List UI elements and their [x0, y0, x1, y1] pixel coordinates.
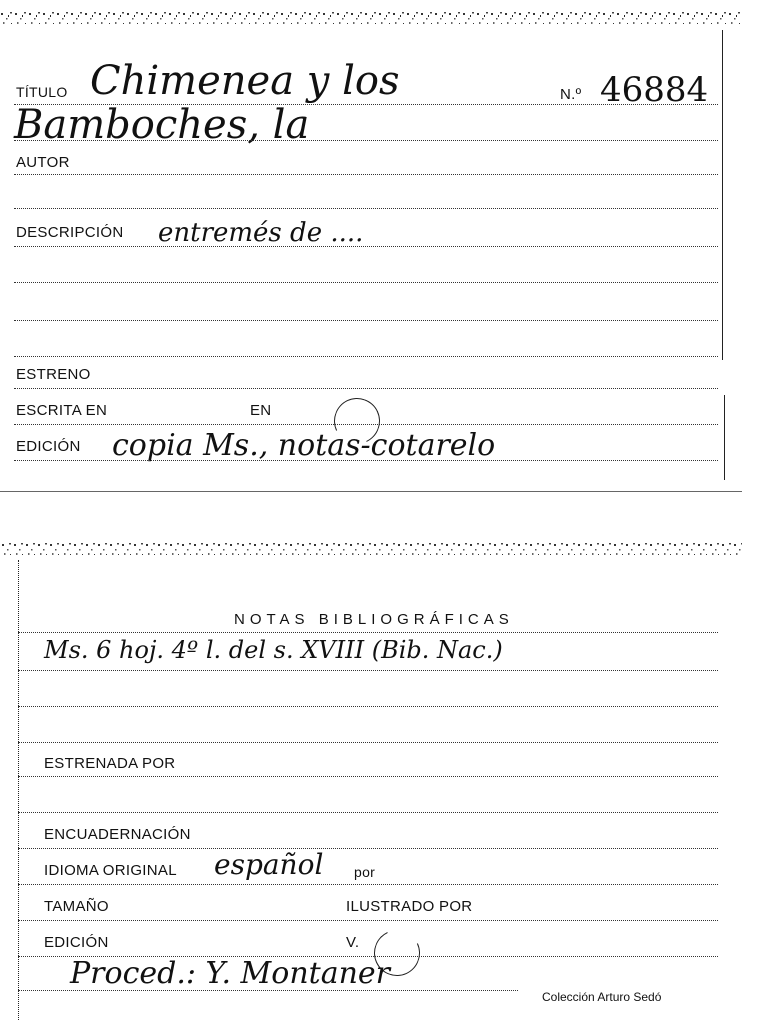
card-right-edge — [722, 30, 723, 360]
idioma-original-label: IDIOMA ORIGINAL — [44, 862, 177, 879]
notas-bibliograficas-heading: NOTAS BIBLIOGRÁFICAS — [234, 611, 514, 628]
card-top-edge-noise — [0, 540, 742, 558]
titulo-handwritten-line2: Bamboches, la — [14, 102, 310, 148]
escrita-en-label: ESCRITA EN — [16, 402, 108, 419]
descripcion-handwritten-value: entremés de .... — [158, 218, 364, 248]
idioma-line — [18, 884, 718, 885]
titulo-line-2 — [14, 140, 718, 141]
v-label: V. — [346, 934, 360, 951]
numero-handwritten-value: 46884 — [600, 70, 709, 110]
descripcion-line-2 — [14, 282, 718, 283]
estrenada-por-line — [18, 776, 718, 777]
estrenada-por-line-2 — [18, 812, 718, 813]
tamano-line — [18, 920, 718, 921]
autor-line-2 — [14, 208, 718, 209]
collection-credit: Colección Arturo Sedó — [542, 990, 662, 1004]
ilustrado-por-label: ILUSTRADO POR — [346, 898, 473, 915]
descripcion-label: DESCRIPCIÓN — [16, 224, 124, 241]
descripcion-line — [14, 246, 718, 247]
titulo-handwritten-line1: Chimenea y los — [90, 58, 400, 104]
descripcion-line-3 — [14, 320, 718, 321]
titulo-label: TÍTULO — [16, 84, 68, 100]
notas-line-4 — [18, 742, 718, 743]
noise-pattern — [0, 540, 742, 558]
estreno-label: ESTRENO — [16, 366, 91, 383]
estrenada-por-label: ESTRENADA POR — [44, 755, 176, 772]
edicion-label: EDICIÓN — [16, 438, 81, 455]
en-label: EN — [250, 402, 272, 419]
card-bottom-edge — [0, 491, 742, 492]
proced-handwritten-value: Proced.: Y. Montaner — [70, 956, 390, 991]
edicion-handwritten-value: copia Ms., notas-cotarelo — [112, 428, 496, 463]
edicion-label-2: EDICIÓN — [44, 934, 109, 951]
autor-label: AUTOR — [16, 154, 70, 171]
notas-line-2 — [18, 670, 718, 671]
estreno-line — [14, 388, 718, 389]
descripcion-line-4 — [14, 356, 718, 357]
numero-label: N.º — [560, 86, 582, 103]
notas-line — [18, 632, 718, 633]
autor-line — [14, 174, 718, 175]
notas-line-3 — [18, 706, 718, 707]
encuadernacion-line — [18, 848, 718, 849]
edicion-line — [14, 460, 718, 461]
card-top-edge-noise — [0, 10, 742, 28]
idioma-handwritten-value: español — [214, 848, 324, 881]
por-label: por — [354, 864, 376, 880]
tamano-label: TAMAÑO — [44, 898, 109, 915]
card-right-edge-lower — [724, 395, 725, 480]
noise-pattern — [0, 10, 742, 28]
notas-handwritten-value: Ms. 6 hoj. 4º l. del s. XVIII (Bib. Nac.) — [44, 636, 503, 664]
encuadernacion-label: ENCUADERNACIÓN — [44, 826, 191, 843]
card-left-edge — [18, 560, 19, 1020]
proced-line — [18, 990, 518, 991]
